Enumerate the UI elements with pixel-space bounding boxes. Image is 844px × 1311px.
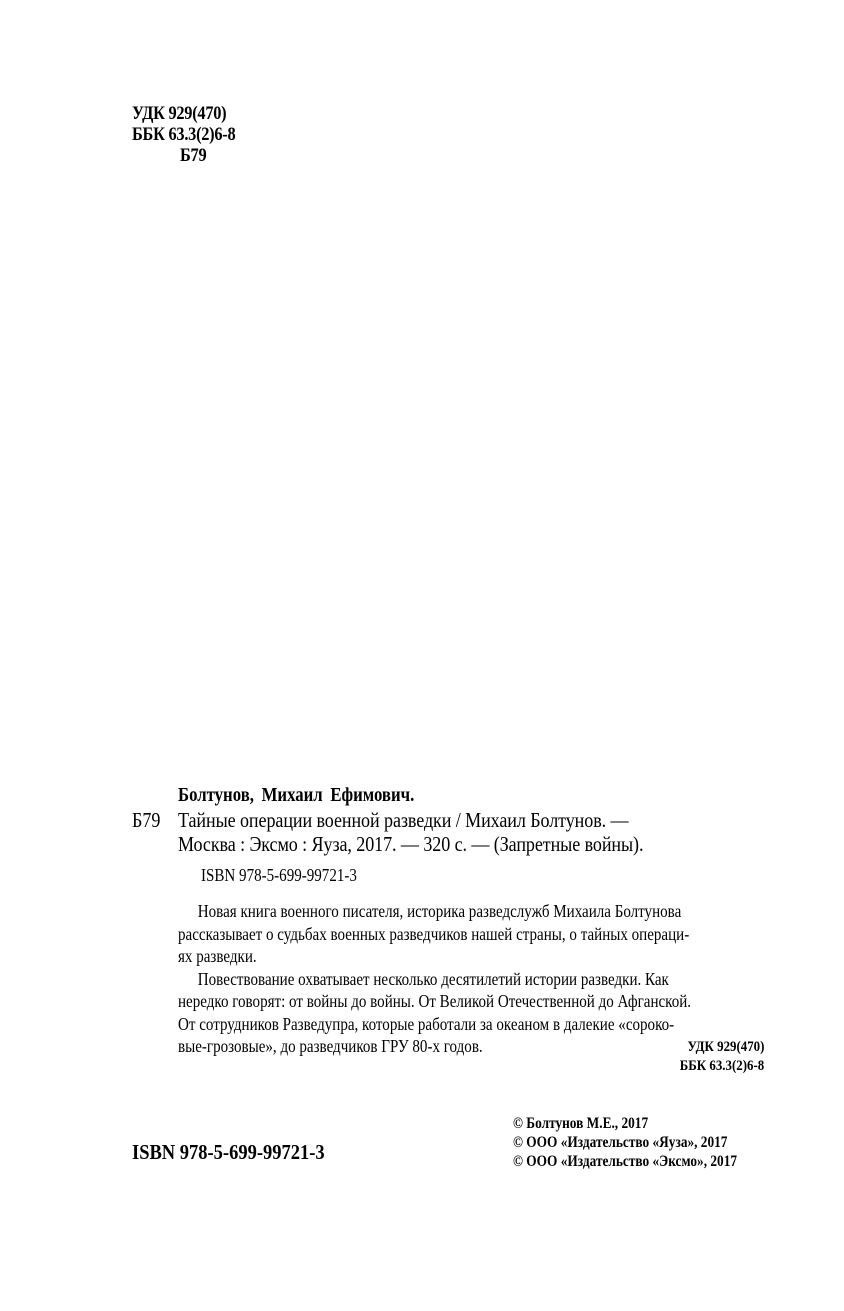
annotation: [178, 900, 768, 1058]
copyright-author: © Болтунов М.Е., 2017: [513, 1115, 649, 1132]
title-line-2: Москва : Эксмо : Яуза, 2017. — 320 с. — (Запретные войны).: [178, 832, 644, 856]
annotation-line: рассказывает о судьбах военных разведчиков нашей страны, о тайных операци-: [178, 923, 690, 944]
title-line-1: Тайные операции военной разведки / Михаил Болтунов. —: [178, 808, 629, 832]
card-isbn: ISBN 978-5-699-99721-3: [201, 865, 357, 885]
annotation-line: Новая книга военного писателя, историка разведслужб Михаила Болтунова: [197, 901, 682, 921]
author-mark: Б79: [180, 145, 207, 166]
udk-code: УДК 929(470): [132, 103, 227, 124]
card-bbk-code: ББК 63.3(2)6-8: [679, 1058, 764, 1074]
card-udk-code: УДК 929(470): [687, 1039, 764, 1055]
annotation-line: ях разведки.: [178, 946, 257, 966]
author-name: Болтунов, Михаил Ефимович.: [178, 785, 415, 806]
annotation-line: нередко говорят: от войны до войны. От Великой Отечественной до Афганской.: [178, 991, 692, 1011]
copyright-eksmo: © ООО «Издательство «Эксмо», 2017: [513, 1153, 738, 1170]
card-author-mark: Б79: [132, 808, 161, 832]
copyright-yauza: © ООО «Издательство «Яуза», 2017: [513, 1134, 728, 1151]
annotation-line: Повествование охватывает несколько десятилетий истории разведки. Как: [197, 968, 669, 989]
bbk-code: ББК 63.3(2)6-8: [132, 124, 236, 145]
annotation-line: От сотрудников Разведупра, которые работали за океаном в далекие «сороко-: [178, 1013, 675, 1034]
footer-isbn: ISBN 978-5-699-99721-3: [132, 1140, 325, 1164]
annotation-line: вые-грозовые», до разведчиков ГРУ 80-х годов.: [178, 1036, 483, 1056]
